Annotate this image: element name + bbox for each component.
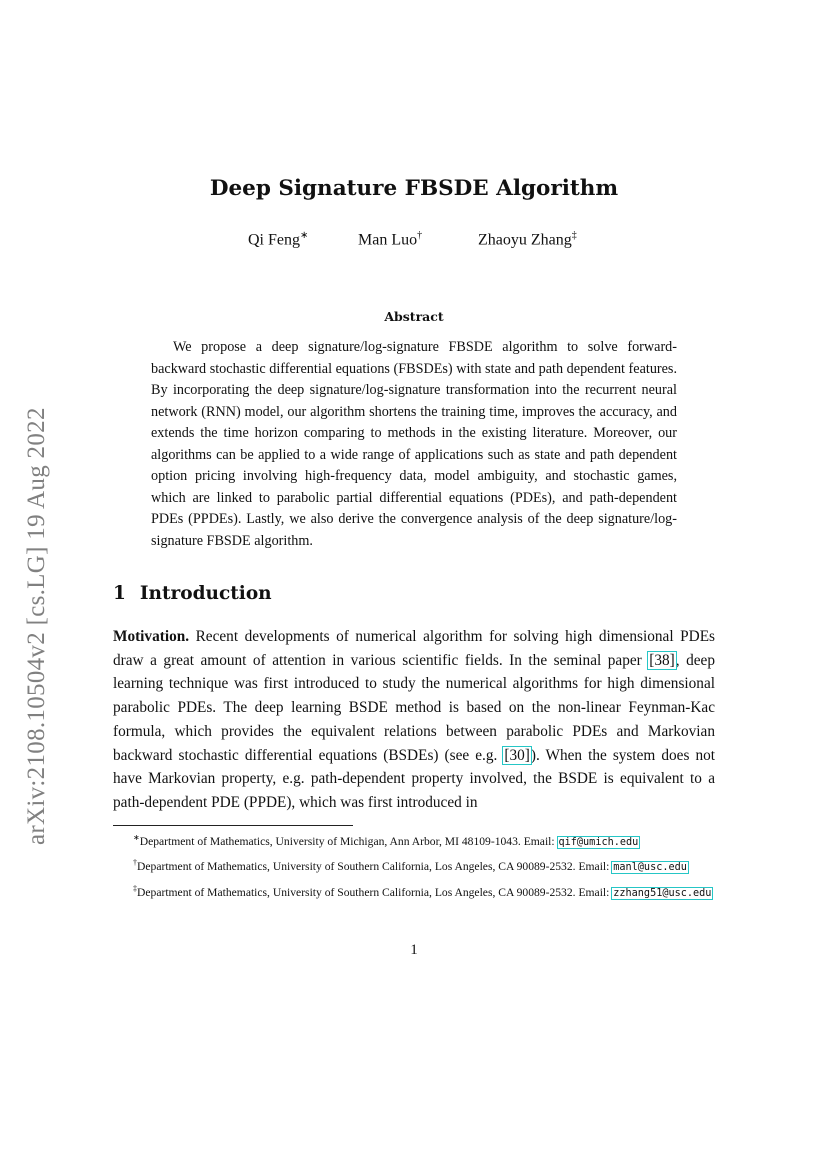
arxiv-identifier-stamp: arXiv:2108.10504v2 [cs.LG] 19 Aug 2022 [23, 407, 50, 845]
footnote-text: Department of Mathematics, University of Southern California, Los Angeles, CA 90089-2532. Email: [137, 860, 613, 874]
section-heading-introduction [113, 583, 272, 604]
author-footnote-mark[interactable]: ‡ [571, 230, 577, 241]
email-link[interactable]: manl@usc.edu [613, 862, 687, 874]
footnote-mark: † [133, 858, 137, 868]
author-footnote-mark[interactable]: † [417, 230, 423, 241]
footnotes [113, 828, 715, 904]
author-footnote-mark[interactable]: ∗ [300, 230, 309, 241]
author-name: Qi Feng [248, 231, 300, 249]
section-title: Introduction [139, 583, 272, 604]
abstract-heading: Abstract [384, 309, 444, 324]
footnote-text: Department of Mathematics, University of Southern California, Los Angeles, CA 90089-2532. Email: [137, 885, 613, 899]
page-number: 1 [410, 942, 418, 958]
introduction-paragraph [113, 625, 715, 815]
footnote-divider [113, 825, 353, 826]
author-zhaoyu-zhang [478, 230, 577, 249]
citation-link[interactable]: [38] [649, 651, 675, 669]
footnote-mark: ‡ [133, 883, 137, 893]
email-link[interactable]: qif@umich.edu [558, 836, 639, 848]
paragraph-text: ). When the system does not have Markovian property, e.g. path-dependent property involved, the BSDE is equivalent to a path-dependent PDE (PPDE), which was first introduced in [113, 746, 715, 811]
footnote [113, 853, 715, 878]
paper-title: Deep Signature FBSDE Algorithm [209, 176, 619, 201]
author-list [0, 230, 828, 254]
footnote-text: Department of Mathematics, University of Michigan, Ann Arbor, MI 48109-1043. Email: [139, 834, 558, 848]
abstract-text: We propose a deep signature/log-signature FBSDE algorithm to solve forward-backward stochastic differential equations (FBSDEs) with state and path dependent features. By incorporating the deep signature/log-signature transformation into the recurrent neural network (RNN) model, our algorithm shortens the training time, improves the accuracy, and extends the time horizon comparing to methods in the existing literature. Moreover, our algorithms can be applied to a wide range of applications such as state and path dependent option pricing involving high-frequency data, model ambiguity, and stochastic games, which are linked to parabolic partial differential equations (PDEs), and path-dependent PDEs (PPDEs). Lastly, we also derive the convergence analysis of the deep signature/log-signature FBSDE algorithm. [151, 339, 677, 549]
paragraph-text: , deep learning technique was first introduced to study the numerical algorithms for high dimensional parabolic PDEs. The deep learning BSDE method is based on the non-linear Feynman-Kac formula, which provides the equivalent relations between parabolic PDEs and Markovian backward stochastic differential equations (BSDEs) (see e.g. [113, 651, 715, 764]
author-name: Zhaoyu Zhang [478, 231, 572, 249]
footnote-mark: ∗ [133, 833, 140, 842]
footnote [113, 828, 715, 853]
author-qi-feng [248, 230, 308, 249]
section-number: 1 [113, 583, 126, 604]
author-man-luo [358, 230, 422, 249]
paragraph-lead: Motivation. [113, 628, 190, 645]
footnote [113, 879, 715, 904]
citation-link[interactable]: [30] [504, 746, 530, 764]
paragraph-text: Recent developments of numerical algorithm for solving high dimensional PDEs draw a great amount of attention in various scientific fields. In the seminal paper [113, 628, 715, 669]
email-link[interactable]: zzhang51@usc.edu [613, 887, 712, 899]
author-name: Man Luo [358, 231, 418, 249]
